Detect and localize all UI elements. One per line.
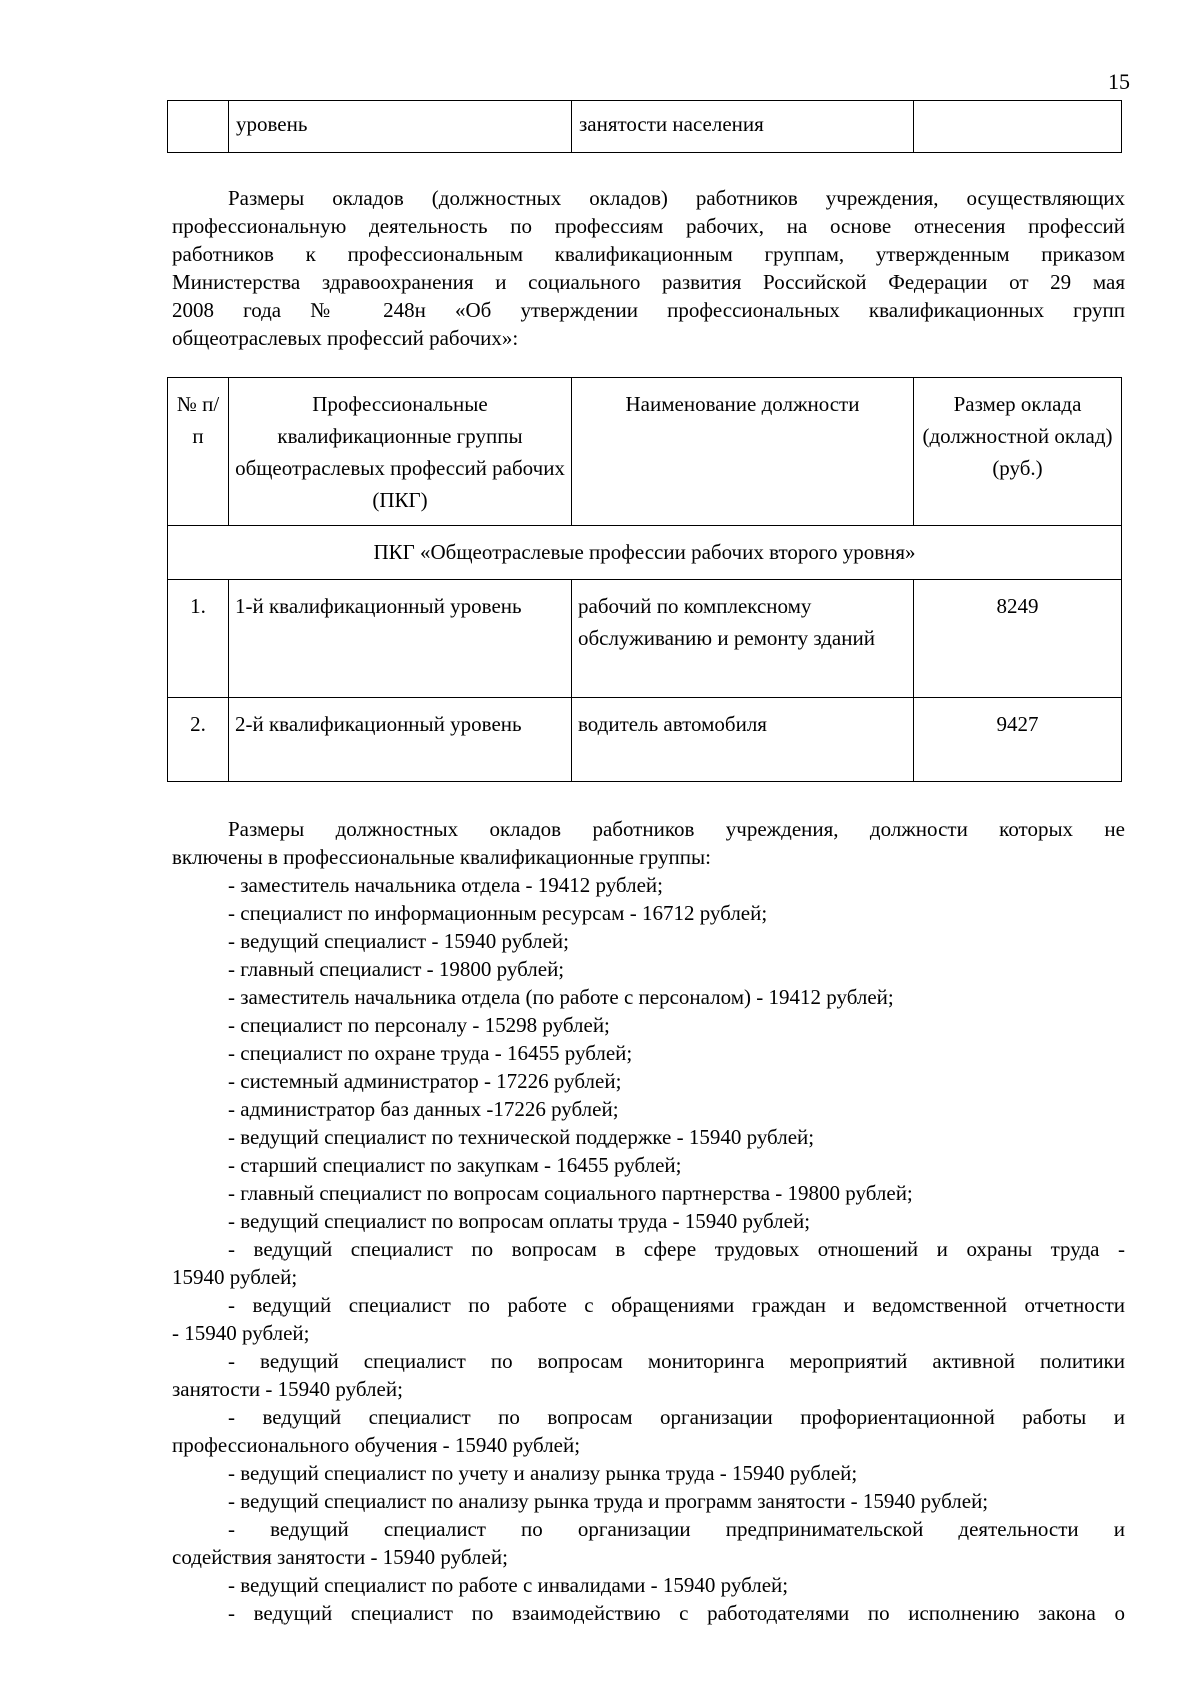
text-line: Размеры окладов (должностных окладов) работников учреждения, осуществляющих: [228, 186, 1125, 210]
list-item: - ведущий специалист по работе с инвалидами - 15940 рублей;: [228, 1573, 789, 1597]
list-item: - ведущий специалист - 15940 рублей;: [228, 929, 569, 953]
table-row: [168, 580, 1122, 698]
list-item-line: 15940 рублей;: [172, 1265, 298, 1289]
list-item-line: - ведущий специалист по работе с обращениями граждан и ведомственной отчетности: [228, 1293, 1125, 1317]
list-item: [172, 1347, 1125, 1403]
row-salary: 8249: [914, 580, 1122, 698]
list-item: [172, 1235, 1125, 1291]
intro-paragraph: [172, 184, 1125, 352]
list-item: - ведущий специалист по технической поддержке - 15940 рублей;: [228, 1125, 815, 1149]
row-position: водитель автомобиля: [572, 698, 914, 782]
header-position: Наименование должности: [572, 378, 914, 526]
header-num: № п/п: [168, 378, 229, 526]
list-item: - заместитель начальника отдела (по работе с персоналом) - 19412 рублей;: [228, 985, 894, 1009]
list-item-line: профессионального обучения - 15940 рублей;: [172, 1433, 581, 1457]
list-item-line: - 15940 рублей;: [172, 1321, 310, 1345]
header-salary: Размер оклада (должностной оклад) (руб.): [914, 378, 1122, 526]
list-item: - главный специалист по вопросам социального партнерства - 19800 рублей;: [228, 1181, 913, 1205]
list-item: [172, 1403, 1125, 1459]
list-item: - специалист по охране труда - 16455 рублей;: [228, 1041, 633, 1065]
list-item-line: - ведущий специалист по вопросам мониторинга мероприятий активной политики: [228, 1349, 1125, 1373]
table-cell: [168, 101, 229, 153]
list-item: - специалист по информационным ресурсам - 16712 рублей;: [228, 901, 768, 925]
row-position: рабочий по комплексному обслуживанию и ремонту зданий: [572, 580, 914, 698]
list-item: - ведущий специалист по анализу рынка труда и программ занятости - 15940 рублей;: [228, 1489, 989, 1513]
list-item-line: - ведущий специалист по вопросам организации профориентационной работы и: [228, 1405, 1125, 1429]
list-item: - администратор баз данных -17226 рублей;: [228, 1097, 619, 1121]
section-title: ПКГ «Общеотраслевые профессии рабочих второго уровня»: [168, 526, 1122, 580]
list-item: - заместитель начальника отдела - 19412 рублей;: [228, 873, 663, 897]
table-cell: занятости населения: [572, 101, 914, 153]
text-line: профессиональную деятельность по профессиям рабочих, на основе отнесения профессий: [172, 214, 1125, 238]
text-line: Размеры должностных окладов работников учреждения, должности которых не: [228, 817, 1125, 841]
salary-table: [167, 377, 1122, 782]
list-item: - ведущий специалист по учету и анализу рынка труда - 15940 рублей;: [228, 1461, 858, 1485]
row-level: 2-й квалификационный уровень: [229, 698, 572, 782]
text-line: работников к профессиональным квалификационным группам, утвержденным приказом: [172, 242, 1125, 266]
list-item: - старший специалист по закупкам - 16455 рублей;: [228, 1153, 682, 1177]
header-group: Профессиональные квалификационные группы общеотраслевых профессий рабочих (ПКГ): [229, 378, 572, 526]
table-cell: уровень: [229, 101, 572, 153]
list-item-line: - ведущий специалист по вопросам в сфере трудовых отношений и охраны труда -: [228, 1237, 1125, 1261]
list-item: - ведущий специалист по взаимодействию с работодателями по исполнению закона о: [228, 1601, 1125, 1625]
salary-list: [172, 871, 1125, 1627]
list-item: - специалист по персоналу - 15298 рублей;: [228, 1013, 610, 1037]
row-num: 2.: [168, 698, 229, 782]
list-item: [172, 1291, 1125, 1347]
text-line: Министерства здравоохранения и социального развития Российской Федерации от 29 мая: [172, 270, 1125, 294]
row-salary: 9427: [914, 698, 1122, 782]
list-item: - системный администратор - 17226 рублей;: [228, 1069, 622, 1093]
table-section-row: [168, 526, 1122, 580]
list-item: - главный специалист - 19800 рублей;: [228, 957, 565, 981]
table-header-row: [168, 378, 1122, 526]
page-number: 15: [1108, 69, 1130, 94]
row-num: 1.: [168, 580, 229, 698]
row-level: 1-й квалификационный уровень: [229, 580, 572, 698]
list-item: [172, 1515, 1125, 1571]
table-cell: [914, 101, 1122, 153]
list-item-line: содействия занятости - 15940 рублей;: [172, 1545, 508, 1569]
list-intro-paragraph: [172, 815, 1125, 871]
text-line: 2008 года № 248н «Об утверждении профессиональных квалификационных групп: [172, 298, 1125, 322]
text-line: общеотраслевых профессий рабочих»:: [172, 326, 519, 350]
list-item-line: занятости - 15940 рублей;: [172, 1377, 403, 1401]
continued-table-row: [167, 100, 1122, 153]
table-row: [168, 698, 1122, 782]
list-item-line: - ведущий специалист по организации предпринимательской деятельности и: [228, 1517, 1125, 1541]
table-row: [168, 101, 1122, 153]
list-item: - ведущий специалист по вопросам оплаты труда - 15940 рублей;: [228, 1209, 811, 1233]
text-line: включены в профессиональные квалификационные группы:: [172, 845, 711, 869]
